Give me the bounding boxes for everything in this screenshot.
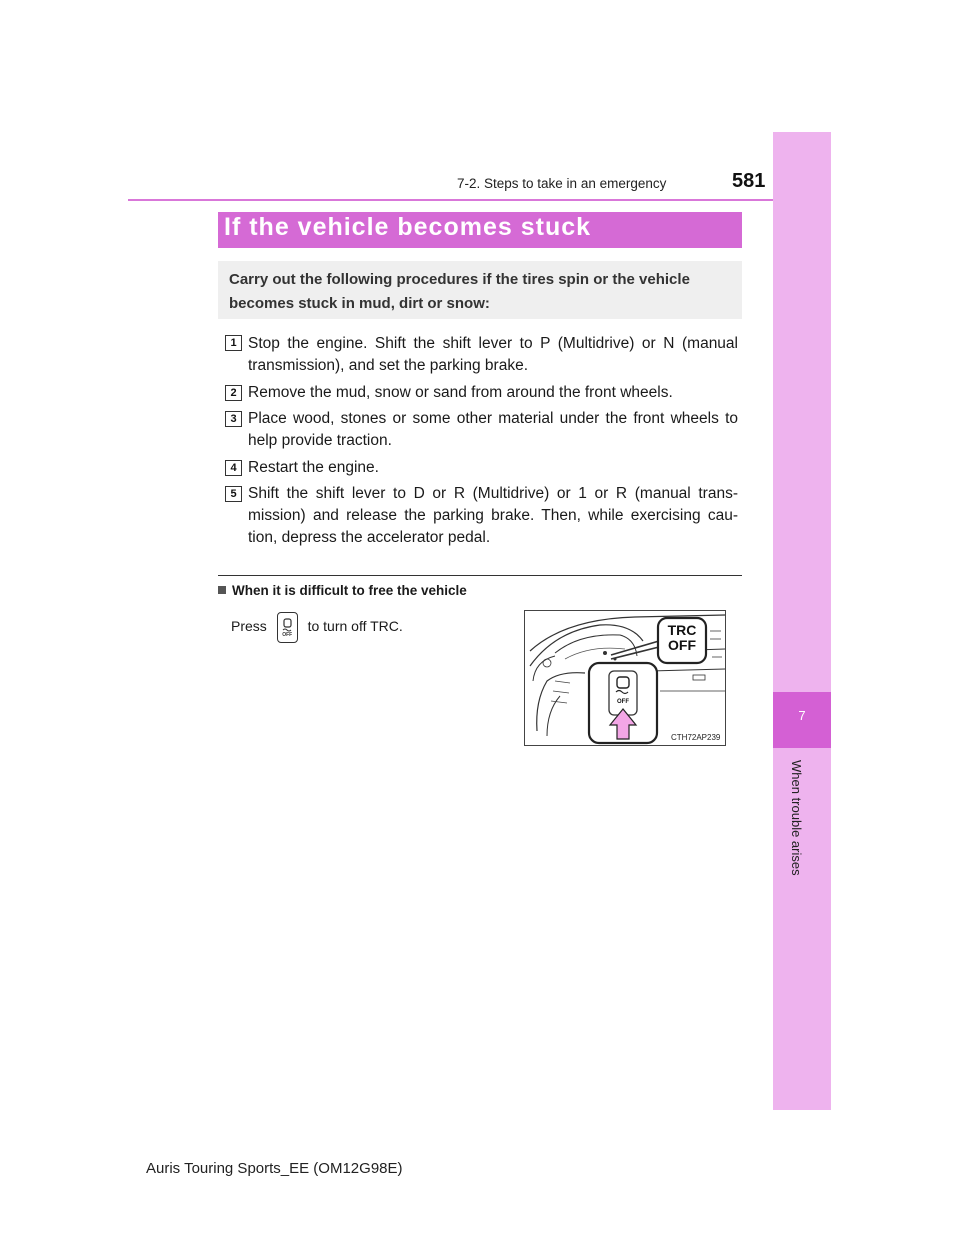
- illustration-code: CTH72AP239: [671, 733, 721, 742]
- switch-off-label: OFF: [617, 699, 629, 705]
- trc-off-button-icon: [277, 612, 298, 643]
- press-suffix: to turn off TRC.: [307, 618, 403, 635]
- chapter-label: When trouble arises: [789, 760, 804, 876]
- press-instruction: [231, 612, 403, 643]
- step-number: 1: [225, 335, 242, 351]
- step-number: 5: [225, 486, 242, 502]
- footer-model: Auris Touring Sports_EE (OM12G98E): [146, 1160, 403, 1177]
- step-text: Stop the engine. Shift the shift lever to P (Multidrive) or N (manual transmission), and set the parking brake.: [248, 335, 738, 374]
- callout-off: OFF: [668, 637, 696, 653]
- note-heading: [218, 583, 467, 598]
- dashboard-illustration: [524, 610, 726, 746]
- step-number: 4: [225, 460, 242, 476]
- callout-trc: TRC: [667, 622, 697, 638]
- trc-icon-label: OFF: [282, 632, 293, 638]
- square-bullet-icon: [218, 586, 226, 594]
- section-divider: [218, 575, 742, 576]
- header-rule: [128, 199, 831, 201]
- step-text: Remove the mud, snow or sand from around the front wheels.: [248, 384, 673, 401]
- step-text: Shift the shift lever to D or R (Multidrive) or 1 or R (manual trans-mission) and release the parking brake. Then, while exercising cau-tion, depress the accelerator pedal.: [248, 485, 738, 546]
- page-title: If the vehicle becomes stuck: [224, 213, 592, 241]
- step-text: Restart the engine.: [248, 459, 379, 476]
- step-text: Place wood, stones or some other material under the front wheels to help provide traction.: [248, 410, 738, 449]
- section-heading: 7-2. Steps to take in an emergency: [457, 176, 667, 191]
- step-number: 3: [225, 411, 242, 427]
- note-heading-text: When it is difficult to free the vehicle: [232, 583, 467, 598]
- chapter-side-tab: [773, 132, 831, 1110]
- press-prefix: Press: [231, 618, 267, 635]
- page-number: 581: [732, 170, 766, 192]
- step-number: 2: [225, 385, 242, 401]
- intro-text: Carry out the following procedures if the tires spin or the vehicle becomes stuck in mud, dirt or snow:: [229, 271, 690, 312]
- chapter-number: 7: [798, 708, 806, 723]
